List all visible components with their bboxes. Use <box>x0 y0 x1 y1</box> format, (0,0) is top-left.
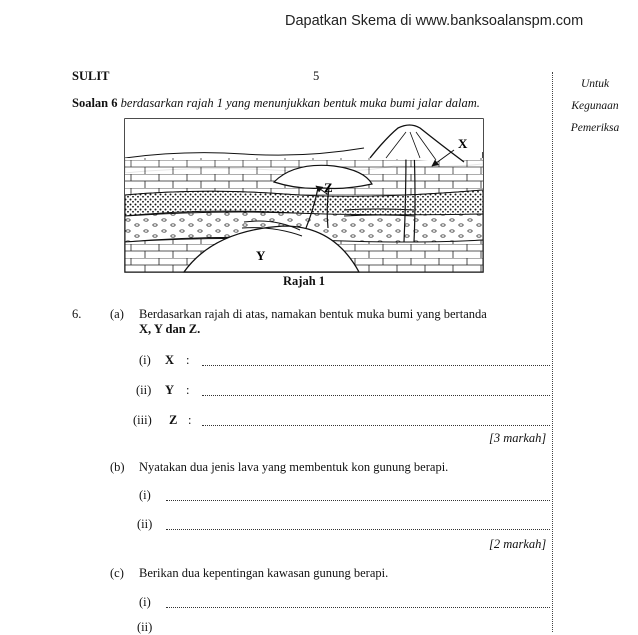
part-a-item-3-num: (iii) <box>133 413 152 427</box>
part-a-item-2-sep: : <box>186 383 190 397</box>
part-a-item-3-sep: : <box>188 413 192 427</box>
answer-line-z[interactable] <box>202 425 550 426</box>
examiner-margin-line <box>552 72 553 632</box>
margin-note-line-2: Kegunaan <box>571 100 619 112</box>
part-b-text: Nyatakan dua jenis lava yang membentuk kon gunung berapi. <box>139 460 449 474</box>
answer-line-x[interactable] <box>202 365 550 366</box>
examiner-margin-note <box>560 73 630 139</box>
watermark-text: Dapatkan Skema di www.banksoalanspm.com <box>285 13 584 29</box>
intro-lead: Soalan 6 <box>72 96 118 110</box>
intro-text: berdasarkan rajah 1 yang menunjukkan bentuk muka bumi jalar dalam. <box>120 96 480 110</box>
part-b-label: (b) <box>110 460 125 474</box>
part-a-item-1-letter: X <box>165 353 175 367</box>
part-a-item-1-num: (i) <box>139 353 151 367</box>
question-number: 6. <box>72 307 82 321</box>
part-b-item-1-num: (i) <box>139 488 151 502</box>
part-a-text-line2: X, Y dan Z. <box>139 322 201 336</box>
part-a-label: (a) <box>110 307 124 321</box>
part-a-item-2-letter: Y <box>165 383 175 397</box>
answer-line-y[interactable] <box>202 395 550 396</box>
answer-line-b-1[interactable] <box>166 500 550 501</box>
part-a-text-line1: Berdasarkan rajah di atas, namakan bentuk muka bumi yang bertanda <box>139 307 487 321</box>
label-z: Z <box>324 180 333 195</box>
figure-caption: Rajah 1 <box>283 274 326 288</box>
part-a-marks: [3 markah] <box>489 431 547 445</box>
answer-line-c-1[interactable] <box>166 607 550 608</box>
intrusive-landform-diagram <box>124 118 484 273</box>
part-a-item-3-letter: Z <box>169 413 178 427</box>
margin-note-line-3: Pemeriksa <box>570 122 620 134</box>
answer-line-b-2[interactable] <box>166 529 550 530</box>
part-a-item-2-num: (ii) <box>136 383 152 397</box>
part-b-marks: [2 markah] <box>489 537 547 551</box>
sulit-label: SULIT <box>72 69 110 83</box>
margin-note-line-1: Untuk <box>580 78 610 90</box>
page-number: 5 <box>313 69 320 83</box>
part-c-item-2-num: (ii) <box>137 620 153 634</box>
label-x: X <box>458 136 468 151</box>
part-a-item-1-sep: : <box>186 353 190 367</box>
label-y: Y <box>256 248 266 263</box>
part-c-item-1-num: (i) <box>139 595 151 609</box>
question-intro <box>72 96 480 111</box>
part-c-text: Berikan dua kepentingan kawasan gunung berapi. <box>139 566 389 580</box>
part-b-item-2-num: (ii) <box>137 517 153 531</box>
part-c-label: (c) <box>110 566 124 580</box>
